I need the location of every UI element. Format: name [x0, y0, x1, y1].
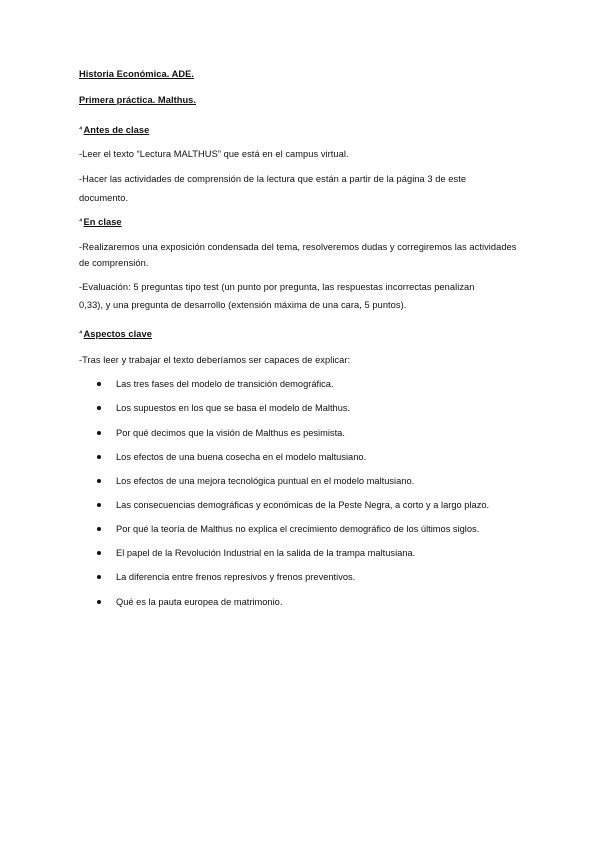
section-heading-text: En clase [83, 217, 122, 227]
paragraph: -Tras leer y trabajar el texto deberíamos ser capaces de explicar: [79, 355, 351, 365]
bullet-icon [97, 382, 101, 386]
list-item-text: Por qué decimos que la visión de Malthus es pesimista. [116, 428, 345, 438]
section-heading-aspectos [79, 328, 152, 340]
paragraph-continuation: documento. [79, 193, 129, 203]
list-item-text: Los efectos de una mejora tecnológica puntual en el modelo maltusiano. [116, 476, 415, 486]
section-heading-en [79, 216, 122, 228]
section-marker: ⁴ [79, 218, 83, 225]
section-marker: ⁴ [79, 126, 83, 133]
list-item-text: Las tres fases del modelo de transición demográfica. [116, 379, 334, 389]
list-item-text: El papel de la Revolución Industrial en la salida de la trampa maltusiana. [116, 548, 416, 558]
paragraph: -Leer el texto “Lectura MALTHUS” que está en el campus virtual. [79, 149, 349, 159]
list-item-text: Los supuestos en los que se basa el modelo de Malthus. [116, 403, 351, 413]
paragraph-continuation: 0,33), y una pregunta de desarrollo (extensión máxima de una cara, 5 puntos). [79, 300, 407, 310]
paragraph: -Hacer las actividades de comprensión de la lectura que están a partir de la página 3 de este [79, 174, 467, 184]
paragraph: -Realizaremos una exposición condensada del tema, resolveremos dudas y corregiremos las actividades [79, 242, 517, 252]
bullet-icon [97, 600, 101, 604]
list-item-text: La diferencia entre frenos represivos y frenos preventivos. [116, 572, 356, 582]
document-subtitle: Primera práctica. Malthus. [79, 95, 197, 105]
bullet-icon [97, 479, 101, 483]
list-item-text: Por qué la teoría de Malthus no explica el crecimiento demográfico de los últimos siglos. [116, 524, 480, 534]
list-item-text: Qué es la pauta europea de matrimonio. [116, 597, 283, 607]
section-heading-text: Antes de clase [83, 125, 150, 135]
bullet-icon [97, 527, 101, 531]
section-heading-text: Aspectos clave [83, 329, 152, 339]
paragraph: -Evaluación: 5 preguntas tipo test (un punto por pregunta, las respuestas incorrectas penalizan [79, 282, 475, 292]
paragraph-continuation: de comprensión. [79, 258, 149, 268]
section-heading-antes [79, 124, 149, 136]
bullet-icon [97, 455, 101, 459]
list-item-text: Los efectos de una buena cosecha en el modelo maltusiano. [116, 452, 367, 462]
section-marker: ⁴ [79, 330, 83, 337]
list-item-text: Las consecuencias demográficas y económicas de la Peste Negra, a corto y a largo plazo. [116, 500, 490, 510]
bullet-icon [97, 575, 101, 579]
bullet-icon [97, 551, 101, 555]
bullet-icon [97, 503, 101, 507]
bullet-icon [97, 431, 101, 435]
document-title: Historia Económica. ADE. [79, 69, 195, 79]
bullet-icon [97, 406, 101, 410]
